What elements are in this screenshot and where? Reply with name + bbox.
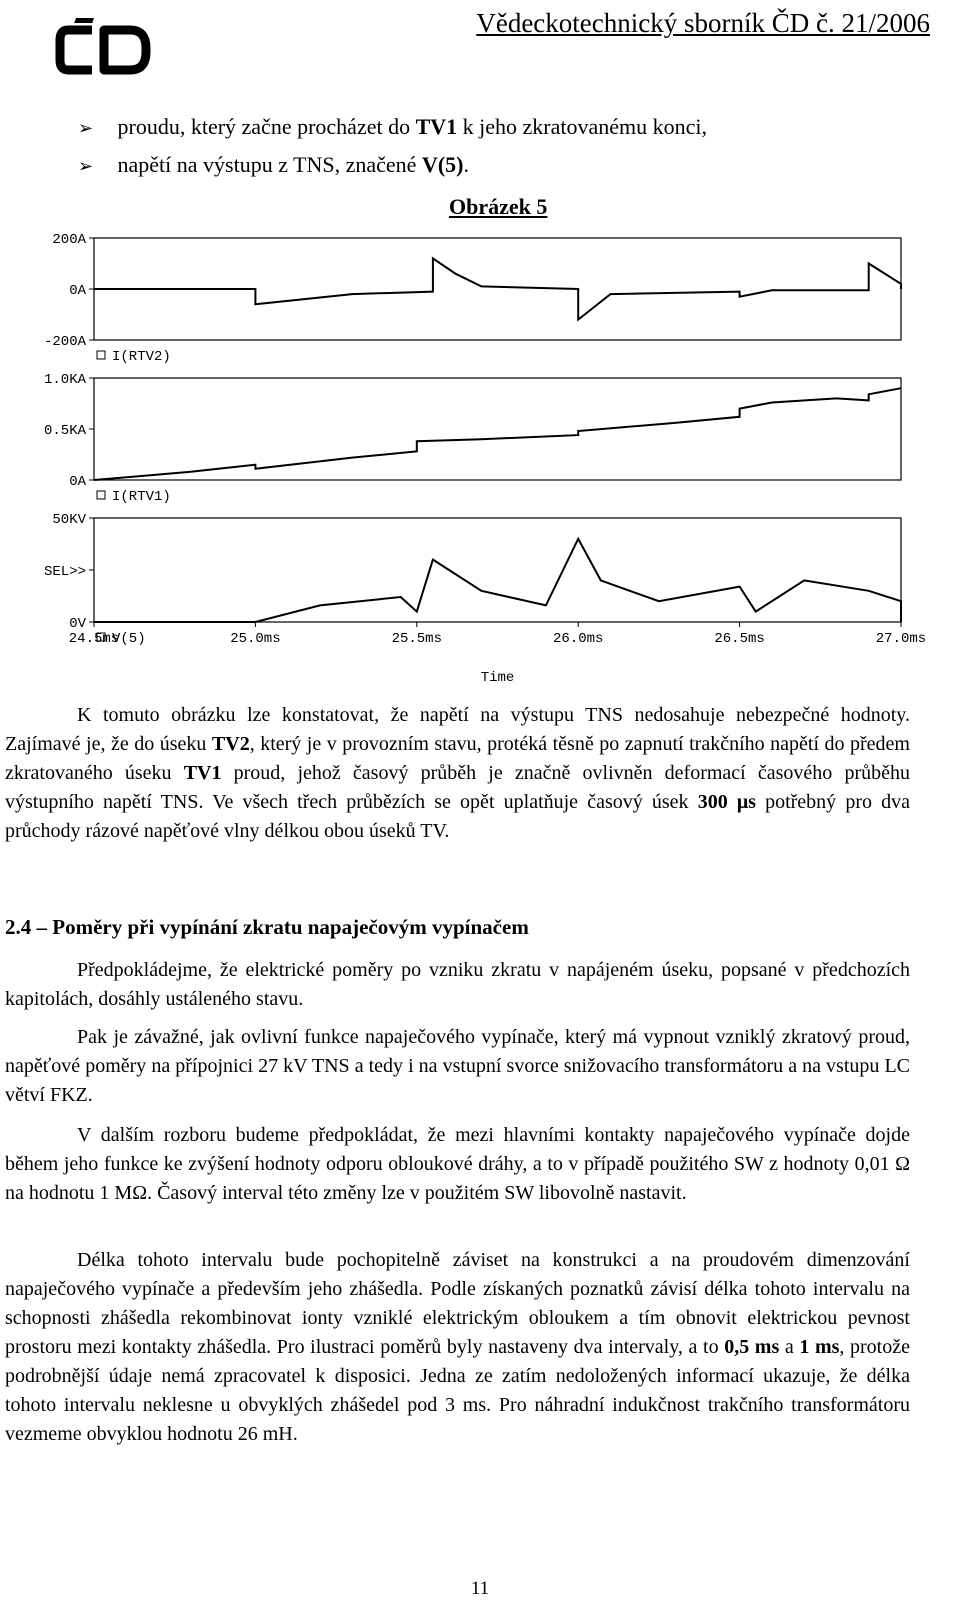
legend-label: I(RTV1) bbox=[112, 489, 171, 505]
y-tick-label: 0A bbox=[69, 283, 86, 299]
paragraph-4: V dalším rozboru budeme předpokládat, že mezi hlavními kontakty napaječového vypínače dojde během jeho funkce ke zvýšení hodnoty odporu obloukové dráhy, a to v případě použitého SW z hodnoty 0,01 Ω na hodnotu 1 MΩ. Časový interval této změny lze v použitém SW libovolně nastavit. bbox=[5, 1124, 910, 1204]
arrow-bullet-icon: ➢ bbox=[78, 118, 94, 138]
y-tick-label: 0V bbox=[69, 616, 86, 632]
figure-caption: Obrázek 5 bbox=[449, 194, 548, 219]
bullet-item: ➢ napětí na výstupu z TNS, značené V(5). bbox=[78, 146, 707, 184]
series-line bbox=[94, 388, 901, 480]
series-line bbox=[94, 539, 901, 622]
bullet-item: ➢ proudu, který začne procházet do TV1 k jeho zkratovanému konci, bbox=[78, 108, 707, 146]
y-tick-label: -200A bbox=[43, 334, 86, 350]
x-tick-label: 26.5ms bbox=[714, 631, 765, 647]
y-tick-label: SEL>> bbox=[43, 564, 86, 580]
y-tick-label: 1.0KA bbox=[43, 372, 86, 388]
paragraph-5: Délka tohoto intervalu bude pochopitelně záviset na konstrukci a na proudovém dimenzování napaječového vypínače a především jeho zhášedla. Podle získaných poznatků závisí délka tohoto intervalu na schopnosti zhášedla rekombinovat ionty vzniklé elektrickým obloukem a tím obnovit elektrickou pevnost prostoru mezi kontakty zhášedla. Pro ilustraci poměrů byly nastaveny dva intervaly, a to 0,5 ms a 1 ms, protože podrobnější údaje nemá zpracovatel k disposici. Jedna ze zatím nedoložených informací ukazuje, že délka tohoto intervalu neklesne u obvyklých zhášedel pod 3 ms. Pro náhradní indukčnost trakčního transformátoru vezmeme obvyklou hodnotu 26 mH. bbox=[5, 1249, 910, 1445]
legend-marker bbox=[97, 491, 105, 499]
section-heading: 2.4 – Poměry při vypínání zkratu napaječovým vypínačem bbox=[5, 915, 529, 939]
running-head: Vědeckotechnický sborník ČD č. 21/2006 bbox=[476, 8, 930, 38]
y-tick-label: 50KV bbox=[52, 512, 86, 528]
y-tick-label: 0A bbox=[69, 474, 86, 490]
bullet-list bbox=[78, 108, 707, 184]
x-tick-label: 25.0ms bbox=[230, 631, 281, 647]
panel-frame bbox=[94, 518, 901, 622]
cd-logo bbox=[54, 18, 154, 80]
x-tick-label: 25.5ms bbox=[391, 631, 443, 647]
x-tick-label: 27.0ms bbox=[875, 631, 927, 647]
series-line bbox=[94, 258, 901, 319]
y-tick-label: 200A bbox=[52, 232, 86, 248]
page-number: 11 bbox=[470, 1578, 490, 1599]
paragraph-2: Předpokládejme, že elektrické poměry po vzniku zkratu v napájeném úseku, popsané v předchozích kapitolách, dosáhly ustáleného stavu. bbox=[5, 959, 910, 1010]
oscillogram-chart bbox=[0, 228, 960, 688]
y-tick-label: 0.5KA bbox=[43, 423, 86, 439]
legend-label: V(5) bbox=[112, 631, 146, 647]
panel-frame bbox=[94, 378, 901, 480]
legend-label: I(RTV2) bbox=[112, 349, 171, 365]
x-axis-label: Time bbox=[480, 670, 515, 686]
arrow-bullet-icon: ➢ bbox=[78, 156, 94, 176]
x-tick-label: 24.5ms bbox=[68, 631, 120, 647]
legend-marker bbox=[97, 351, 105, 359]
paragraph-1: K tomuto obrázku lze konstatovat, že napětí na výstupu TNS nedosahuje nebezpečné hodnoty. Zajímavé je, že do úseku TV2, který je v provozním stavu, protéká těsně po zapnutí trakčního napětí do předem zkratovaného úseku TV1 proud, jehož časový průběh je značně ovlivněn deformací časového průběhu výstupního napětí TNS. Ve všech třech průbězích se opět uplatňuje časový úsek 300 μs potřebný pro dva průchody rázové napěťové vlny délkou obou úseků TV. bbox=[5, 704, 911, 842]
paragraph-3: Pak je závažné, jak ovlivní funkce napaječového vypínače, který má vypnout vzniklý zkratový proud, napěťové poměry na přípojnici 27 kV TNS a tedy i na vstupní svorce snižovacího transformátoru a na vstupu LC větví FKZ. bbox=[5, 1026, 910, 1106]
x-tick-label: 26.0ms bbox=[552, 631, 604, 647]
